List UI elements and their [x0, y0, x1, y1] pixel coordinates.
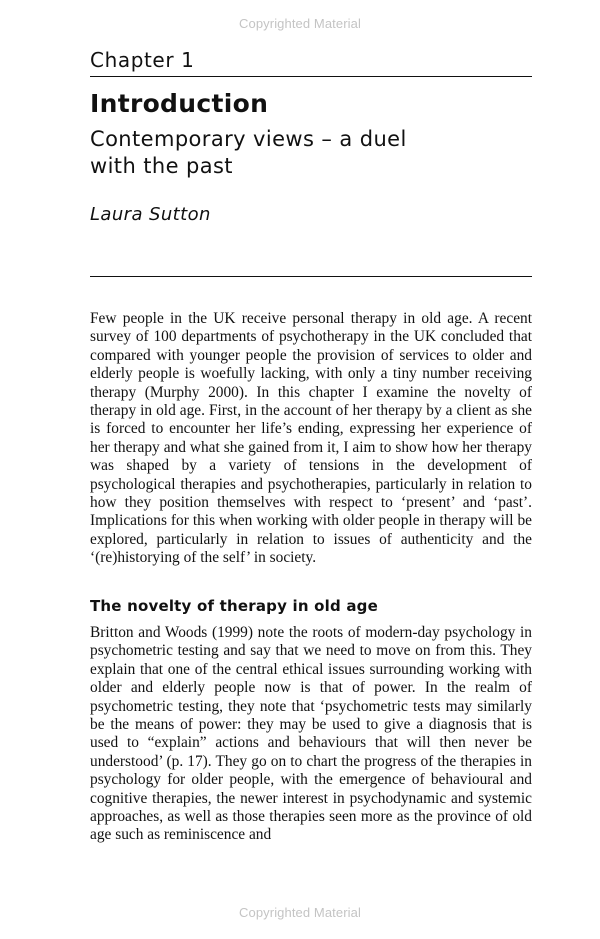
header-rule-bottom [90, 276, 532, 277]
copyright-watermark-bottom: Copyrighted Material [239, 905, 361, 920]
chapter-author: Laura Sutton [90, 204, 211, 225]
header-rule-top [90, 76, 532, 77]
body-paragraph-1: Few people in the UK receive personal therapy in old age. A recent survey of 100 departments of psychotherapy in the UK concluded that compared with younger people the provision of services to older and elderly people is woefully lacking, with only a tiny number receiving therapy (Murphy 2000). In this chapter I examine the novelty of therapy in old age. First, in the account of her therapy by a client as she is forced to encounter her life’s ending, expressing her experience of her therapy and what she gained from it, I aim to show how her therapy was shaped by a variety of tensions in the development of psychological therapies and psychotherapies, particularly in relation to how they position themselves with respect to ‘present’ and ‘past’. Implications for this when working with older people in therapy will be explored, particularly in relation to issues of authenticity and the ‘(re)historying of the self’ in society. [90, 310, 532, 567]
body-paragraph-2: Britton and Woods (1999) note the roots of modern-day psychology in psychometric testing and say that we need to move on from this. They explain that one of the central ethical issues surrounding working with older and elderly people now is that of power. In the realm of psychometric testing, they note that ‘psychometric tests may similarly be the means of power: they may be used to give a diagnosis that is used to “explain” actions and behaviours that will then never be understood’ (p. 17). They go on to chart the progress of the therapies in psychology for older people, with the emergence of behavioural and cognitive therapies, the newer interest in psychodynamic and systemic approaches, as well as those therapies seen more as the province of old age such as reminiscence and [90, 624, 532, 844]
chapter-subtitle-line-1: Contemporary views – a duel [90, 127, 407, 151]
chapter-title: Introduction [90, 89, 269, 118]
copyright-watermark-top: Copyrighted Material [239, 16, 361, 31]
chapter-subtitle [90, 126, 530, 180]
chapter-subtitle-line-2: with the past [90, 154, 233, 178]
chapter-label: Chapter 1 [90, 48, 195, 72]
section-heading: The novelty of therapy in old age [90, 597, 378, 615]
